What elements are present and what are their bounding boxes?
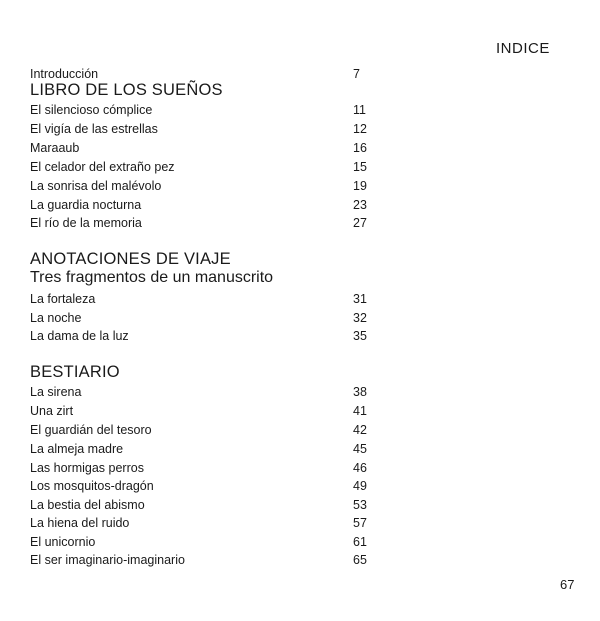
toc-entry-title: Una zirt bbox=[30, 404, 74, 418]
section-heading-bestiario: BESTIARIO bbox=[30, 363, 120, 381]
toc-entry-title: La guardia nocturna bbox=[30, 198, 142, 212]
toc-entry-title: Las hormigas perros bbox=[30, 461, 144, 475]
toc-entry-page: 38 bbox=[353, 385, 367, 399]
toc-entry-page: 65 bbox=[353, 553, 367, 567]
page-number: 67 bbox=[560, 577, 575, 592]
index-title: INDICE bbox=[496, 40, 550, 57]
toc-entry-title: El celador del extraño pez bbox=[30, 160, 175, 174]
toc-entry-page: 23 bbox=[353, 198, 367, 212]
toc-entry-title: Maraaub bbox=[30, 141, 80, 155]
toc-entry-title: El vigía de las estrellas bbox=[30, 122, 158, 136]
toc-entry-title: La fortaleza bbox=[30, 292, 96, 306]
toc-entry-title: La bestia del abismo bbox=[30, 498, 145, 512]
toc-entry-title: La almeja madre bbox=[30, 442, 124, 456]
toc-entry-title: Introducción bbox=[30, 67, 99, 81]
toc-entry-page: 61 bbox=[353, 535, 367, 549]
toc-entry-page: 27 bbox=[353, 216, 367, 230]
toc-entry-page: 7 bbox=[353, 67, 360, 81]
toc-entry-title: El ser imaginario-imaginario bbox=[30, 553, 185, 567]
section-heading-anotaciones: ANOTACIONES DE VIAJE bbox=[30, 250, 231, 268]
toc-entry-page: 19 bbox=[353, 179, 367, 193]
toc-entry-title: Los mosquitos-dragón bbox=[30, 479, 154, 493]
toc-entry-title: El unicornio bbox=[30, 535, 96, 549]
toc-entry-page: 31 bbox=[353, 292, 367, 306]
toc-entry-title: La sirena bbox=[30, 385, 82, 399]
toc-entry-page: 11 bbox=[353, 103, 366, 117]
toc-entry-page: 15 bbox=[353, 160, 367, 174]
toc-entry-page: 35 bbox=[353, 329, 367, 343]
toc-entry-title: La dama de la luz bbox=[30, 329, 129, 343]
toc-entry-title: El río de la memoria bbox=[30, 216, 142, 230]
toc-entry-page: 45 bbox=[353, 442, 367, 456]
toc-entry-title: El guardián del tesoro bbox=[30, 423, 152, 437]
toc-entry-page: 32 bbox=[353, 311, 367, 325]
toc-entry-title: La sonrisa del malévolo bbox=[30, 179, 162, 193]
toc-entry-title: La noche bbox=[30, 311, 82, 325]
toc-entry-page: 53 bbox=[353, 498, 367, 512]
toc-entry-page: 57 bbox=[353, 516, 367, 530]
section-subheading: Tres fragmentos de un manuscrito bbox=[30, 269, 274, 286]
toc-entry-page: 16 bbox=[353, 141, 367, 155]
toc-entry-page: 41 bbox=[353, 404, 367, 418]
toc-entry-title: La hiena del ruido bbox=[30, 516, 130, 530]
toc-entry-title: El silencioso cómplice bbox=[30, 103, 153, 117]
toc-entry-page: 12 bbox=[353, 122, 367, 136]
toc-entry-page: 42 bbox=[353, 423, 367, 437]
toc-entry-page: 46 bbox=[353, 461, 367, 475]
section-heading-libro: LIBRO DE LOS SUEÑOS bbox=[30, 81, 223, 99]
toc-entry-page: 49 bbox=[353, 479, 367, 493]
